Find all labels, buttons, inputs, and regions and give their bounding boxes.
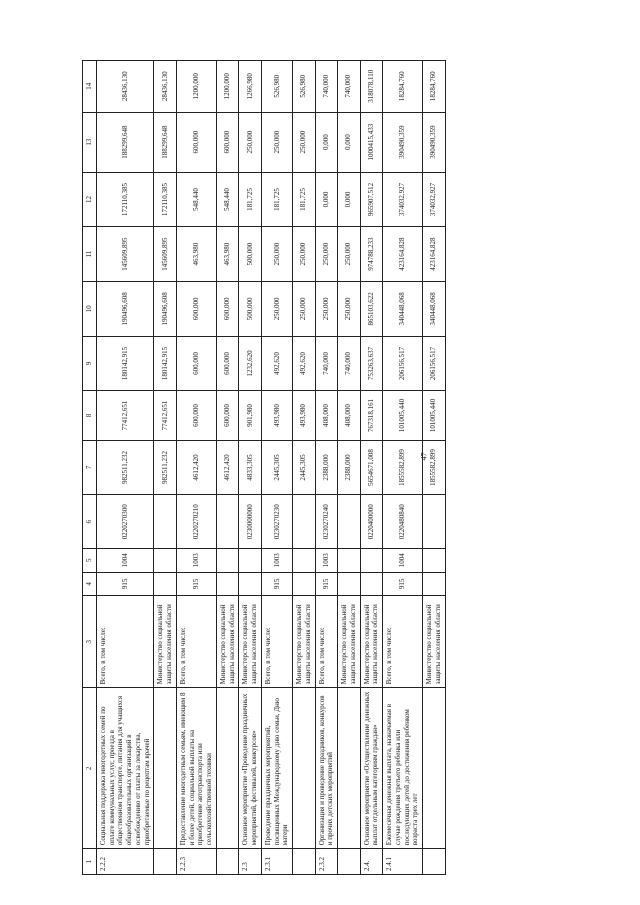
value-cell: 740,000 — [338, 61, 361, 113]
value-cell: 101005,440 — [423, 391, 446, 440]
value-cell: 5654671,008 — [360, 440, 383, 495]
table-row — [383, 61, 423, 875]
page-number: 47 — [419, 452, 429, 461]
column-header: 8 — [83, 391, 97, 440]
value-cell: 374032,927 — [383, 172, 423, 227]
value-cell: 423164,828 — [423, 227, 446, 282]
value-cell: 1003 — [315, 549, 338, 573]
value-cell: 250,000 — [239, 112, 262, 172]
value-cell: 1232,620 — [239, 336, 262, 391]
value-cell: 965907,512 — [360, 172, 383, 227]
table-row — [315, 61, 338, 875]
value-cell: 250,000 — [261, 227, 292, 282]
value-cell — [423, 572, 446, 596]
value-cell: 77412,651 — [154, 391, 177, 440]
table-row — [176, 61, 216, 875]
value-cell — [360, 572, 383, 596]
value-cell: 250,000 — [315, 227, 338, 282]
value-cell: 2388,000 — [338, 440, 361, 495]
value-cell: 0230270230 — [261, 495, 292, 549]
value-cell: 740,000 — [315, 61, 338, 113]
executor-cell: Министерство социальной защиты населения области — [423, 596, 446, 688]
value-cell: 390490,359 — [423, 112, 446, 172]
column-header: 5 — [83, 549, 97, 573]
activity-name-cell — [154, 688, 177, 849]
value-cell: 390490,359 — [383, 112, 423, 172]
column-header: 9 — [83, 336, 97, 391]
row-number-cell: 2.4. — [360, 849, 383, 875]
value-cell: 915 — [176, 572, 216, 596]
value-cell: 2388,000 — [315, 440, 338, 495]
activity-name-cell: Ежемесячная денежная выплата, назначаемая в случае рождения третьего ребенка или последующих детей до достижения ребенком возраста трех лет — [383, 688, 423, 849]
value-cell: 600,000 — [216, 336, 239, 391]
value-cell: 206156,517 — [383, 336, 423, 391]
executor-cell: Министерство социальной защиты населения области — [216, 596, 239, 688]
value-cell: 4612,420 — [176, 440, 216, 495]
value-cell — [338, 549, 361, 573]
value-cell — [239, 572, 262, 596]
value-cell: 0,000 — [315, 112, 338, 172]
column-header: 11 — [83, 227, 97, 282]
value-cell: 600,000 — [216, 391, 239, 440]
value-cell: 974788,233 — [360, 227, 383, 282]
row-number-cell — [216, 849, 239, 875]
value-cell: 0220480840 — [383, 495, 423, 549]
value-cell: 600,000 — [176, 391, 216, 440]
table-row — [96, 61, 154, 875]
row-number-cell: 2.2.2 — [96, 849, 154, 875]
column-header: 7 — [83, 440, 97, 495]
value-cell: 600,000 — [216, 112, 239, 172]
value-cell: 318078,110 — [360, 61, 383, 113]
value-cell: 250,000 — [293, 227, 316, 282]
value-cell: 767318,161 — [360, 391, 383, 440]
row-number-cell — [338, 849, 361, 875]
value-cell: 250,000 — [293, 282, 316, 337]
column-header: 6 — [83, 495, 97, 549]
executor-cell: Министерство социальной защиты населения области — [360, 596, 383, 688]
value-cell: 865103,622 — [360, 282, 383, 337]
value-cell: 28436,130 — [96, 61, 154, 113]
value-cell: 1004 — [383, 549, 423, 573]
value-cell: 28436,130 — [154, 61, 177, 113]
activity-name-cell — [338, 688, 361, 849]
value-cell — [423, 549, 446, 573]
value-cell — [154, 549, 177, 573]
value-cell: 180142,915 — [96, 336, 154, 391]
value-cell: 172110,385 — [96, 172, 154, 227]
column-header: 12 — [83, 172, 97, 227]
table-row — [360, 61, 383, 875]
value-cell: 0220270210 — [176, 495, 216, 549]
value-cell: 0230000000 — [239, 495, 262, 549]
value-cell — [154, 495, 177, 549]
value-cell: 0230270240 — [315, 495, 338, 549]
value-cell: 101005,440 — [383, 391, 423, 440]
value-cell — [239, 549, 262, 573]
column-header: 14 — [83, 61, 97, 113]
value-cell: 206156,517 — [423, 336, 446, 391]
table-header-row — [83, 61, 97, 875]
value-cell: 492,620 — [293, 336, 316, 391]
value-cell: 18284,760 — [383, 61, 423, 113]
value-cell: 1266,980 — [239, 61, 262, 113]
column-header: 2 — [83, 688, 97, 849]
table-row — [239, 61, 262, 875]
value-cell: 180142,915 — [154, 336, 177, 391]
value-cell: 408,000 — [315, 391, 338, 440]
row-number-cell — [154, 849, 177, 875]
executor-cell: Всего, в том числе: — [261, 596, 292, 688]
table-body — [83, 61, 446, 875]
activity-name-cell: Организация и проведение праздников, конкурсов и прочих детских мероприятий — [315, 688, 338, 849]
value-cell: 526,980 — [293, 61, 316, 113]
value-cell — [360, 549, 383, 573]
column-header: 3 — [83, 596, 97, 688]
value-cell: 145609,895 — [154, 227, 177, 282]
row-number-cell — [423, 849, 446, 875]
value-cell: 250,000 — [338, 227, 361, 282]
value-cell: 1003 — [261, 549, 292, 573]
value-cell: 740,000 — [315, 336, 338, 391]
value-cell: 915 — [96, 572, 154, 596]
value-cell: 190496,608 — [96, 282, 154, 337]
value-cell: 1200,000 — [176, 61, 216, 113]
value-cell: 526,980 — [261, 61, 292, 113]
value-cell: 250,000 — [338, 282, 361, 337]
value-cell: 915 — [315, 572, 338, 596]
activity-name-cell: Основное мероприятие «Проведение праздничных мероприятий, фестивалей, конкурсов» — [239, 688, 262, 849]
value-cell: 77412,651 — [96, 391, 154, 440]
value-cell: 188299,648 — [96, 112, 154, 172]
value-cell: 1855582,899 — [423, 440, 446, 495]
budget-table — [82, 60, 446, 875]
table-rotation-wrapper — [82, 60, 632, 875]
value-cell: 492,620 — [261, 336, 292, 391]
value-cell: 181,725 — [239, 172, 262, 227]
value-cell: 548,440 — [216, 172, 239, 227]
executor-cell: Министерство социальной защиты населения области — [239, 596, 262, 688]
value-cell — [293, 572, 316, 596]
value-cell: 250,000 — [261, 112, 292, 172]
value-cell: 600,000 — [176, 112, 216, 172]
value-cell: 340448,068 — [383, 282, 423, 337]
value-cell: 340448,068 — [423, 282, 446, 337]
value-cell: 4833,305 — [239, 440, 262, 495]
value-cell: 172110,385 — [154, 172, 177, 227]
table-row — [423, 61, 446, 875]
value-cell: 0,000 — [315, 172, 338, 227]
value-cell: 915 — [261, 572, 292, 596]
value-cell: 1000415,433 — [360, 112, 383, 172]
activity-name-cell: Основное мероприятие «Осуществление денежных выплат отдельным категориям граждан» — [360, 688, 383, 849]
value-cell: 181,725 — [261, 172, 292, 227]
executor-cell: Всего, в том числе: — [96, 596, 154, 688]
value-cell: 600,000 — [176, 336, 216, 391]
activity-name-cell: Предоставление многодетным семьям, имеющим 8 и более детей, социальной выплаты на приобретение автотранспорта или сельскохозяйственной техники — [176, 688, 216, 849]
value-cell: 0,000 — [338, 172, 361, 227]
column-header: 13 — [83, 112, 97, 172]
table-viewport — [82, 60, 632, 875]
value-cell — [293, 549, 316, 573]
value-cell: 374032,927 — [423, 172, 446, 227]
value-cell: 250,000 — [261, 282, 292, 337]
value-cell: 500,000 — [239, 282, 262, 337]
value-cell — [154, 572, 177, 596]
column-header: 4 — [83, 572, 97, 596]
executor-cell: Министерство социальной защиты населения области — [338, 596, 361, 688]
value-cell — [216, 572, 239, 596]
table-row — [216, 61, 239, 875]
activity-name-cell — [293, 688, 316, 849]
value-cell: 18284,760 — [423, 61, 446, 113]
value-cell: 982511,232 — [154, 440, 177, 495]
executor-cell: Всего, в том числе: — [383, 596, 423, 688]
value-cell: 423164,828 — [383, 227, 423, 282]
value-cell: 740,000 — [338, 336, 361, 391]
value-cell: 0220270300 — [96, 495, 154, 549]
row-number-cell — [293, 849, 316, 875]
value-cell: 4612,420 — [216, 440, 239, 495]
value-cell: 2445,305 — [261, 440, 292, 495]
value-cell — [216, 495, 239, 549]
value-cell — [338, 572, 361, 596]
value-cell: 500,000 — [239, 227, 262, 282]
value-cell: 463,980 — [176, 227, 216, 282]
activity-name-cell — [216, 688, 239, 849]
value-cell: 250,000 — [315, 282, 338, 337]
executor-cell: Министерство социальной защиты населения области — [293, 596, 316, 688]
value-cell: 408,000 — [338, 391, 361, 440]
value-cell: 901,980 — [239, 391, 262, 440]
value-cell: 463,980 — [216, 227, 239, 282]
value-cell: 190496,608 — [154, 282, 177, 337]
table-row — [293, 61, 316, 875]
row-number-cell: 2.3.1 — [261, 849, 292, 875]
value-cell: 145609,895 — [96, 227, 154, 282]
value-cell — [338, 495, 361, 549]
activity-name-cell — [423, 688, 446, 849]
value-cell: 188299,648 — [154, 112, 177, 172]
executor-cell: Всего, в том числе: — [176, 596, 216, 688]
value-cell: 493,980 — [261, 391, 292, 440]
activity-name-cell: Социальная поддержка многодетных семей по оплате коммунальных услуг, проезда в общественном транспорте, питания для учащихся общеобразовательных организаций в освобождению от платы за лекарства, приобретаемые по рецептам врачей — [96, 688, 154, 849]
table-row — [338, 61, 361, 875]
value-cell: 493,980 — [293, 391, 316, 440]
value-cell: 1004 — [96, 549, 154, 573]
value-cell: 0,000 — [338, 112, 361, 172]
value-cell: 181,725 — [293, 172, 316, 227]
value-cell — [216, 549, 239, 573]
value-cell: 548,440 — [176, 172, 216, 227]
executor-cell: Министерство социальной защиты населения области — [154, 596, 177, 688]
activity-name-cell: Проведение праздничных мероприятий, посвященных Международному дню семьи, Дню матери — [261, 688, 292, 849]
value-cell: 915 — [383, 572, 423, 596]
value-cell: 753263,637 — [360, 336, 383, 391]
value-cell: 0220400000 — [360, 495, 383, 549]
column-header: 1 — [83, 849, 97, 875]
table-row — [154, 61, 177, 875]
value-cell: 1200,000 — [216, 61, 239, 113]
row-number-cell: 2.4.1 — [383, 849, 423, 875]
value-cell: 2445,305 — [293, 440, 316, 495]
row-number-cell: 2.3 — [239, 849, 262, 875]
value-cell: 1855582,899 — [383, 440, 423, 495]
row-number-cell: 2.2.3 — [176, 849, 216, 875]
value-cell: 250,000 — [293, 112, 316, 172]
value-cell: 982511,232 — [96, 440, 154, 495]
row-number-cell: 2.3.2 — [315, 849, 338, 875]
column-header: 10 — [83, 282, 97, 337]
value-cell: 1003 — [176, 549, 216, 573]
value-cell — [293, 495, 316, 549]
value-cell: 600,000 — [216, 282, 239, 337]
executor-cell: Всего, в том числе: — [315, 596, 338, 688]
table-row — [261, 61, 292, 875]
value-cell: 600,000 — [176, 282, 216, 337]
value-cell — [423, 495, 446, 549]
